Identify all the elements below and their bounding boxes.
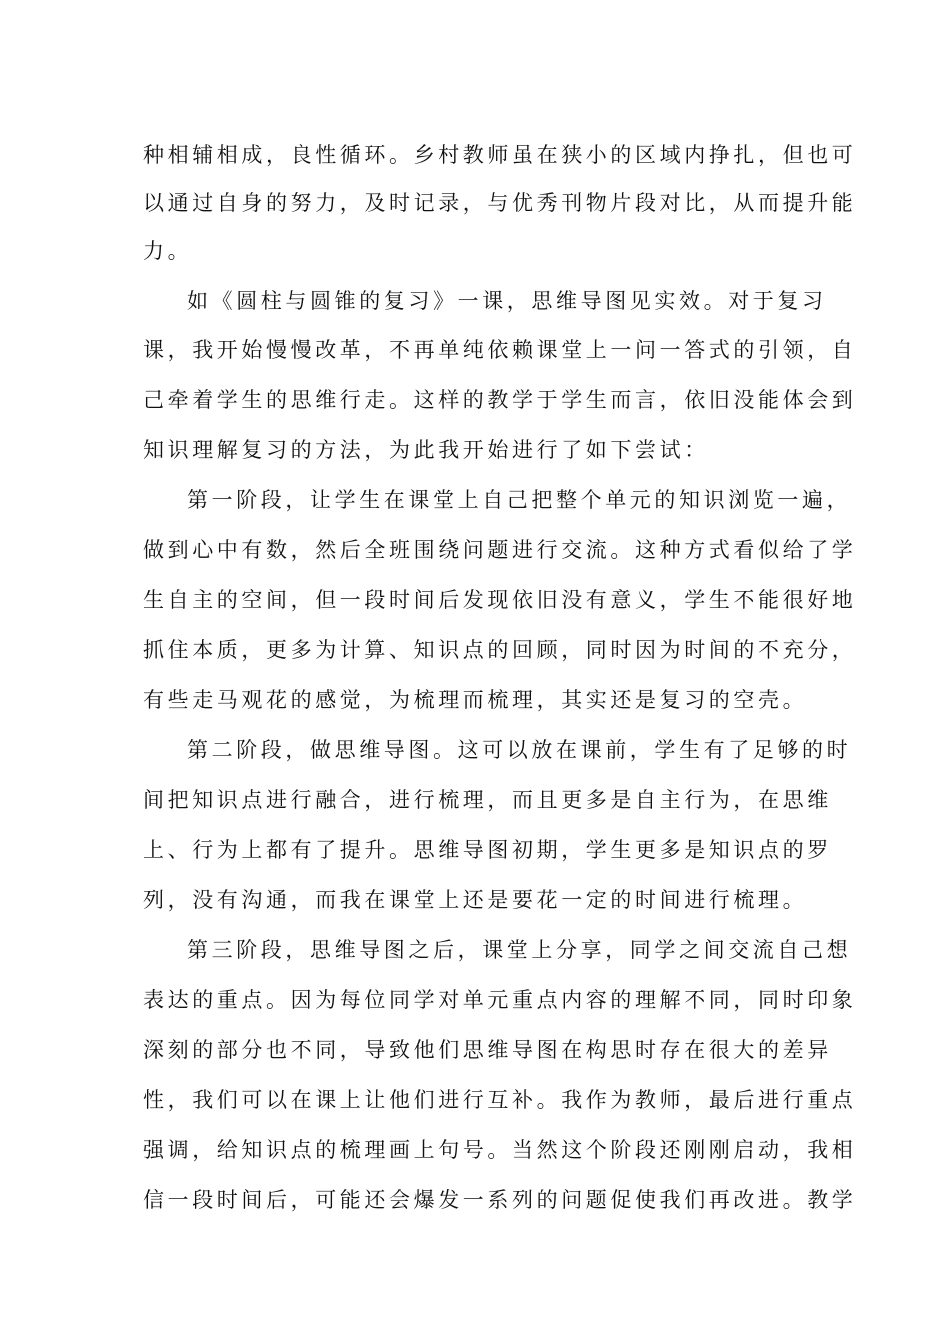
text-line: 列，没有沟通，而我在课堂上还是要花一定的时间进行梳理。 [143,888,808,912]
text-line: 力。 [143,239,193,263]
text-line: 深刻的部分也不同，导致他们思维导图在构思时存在很大的差异 [143,1038,832,1062]
text-line: 有些走马观花的感觉，为梳理而梳理，其实还是复习的空壳。 [143,688,808,712]
paragraph-first-line: 如《圆柱与圆锥的复习》一课，思维导图见实效。对于复习 [187,289,827,313]
text-line: 课，我开始慢慢改革，不再单纯依赖课堂上一问一答式的引领，自 [143,338,857,362]
text-line: 性，我们可以在课上让他们进行互补。我作为教师，最后进行重点 [143,1088,857,1112]
text-line: 信一段时间后，可能还会爆发一系列的问题促使我们再改进。教学 [143,1188,857,1212]
text-line: 间把知识点进行融合，进行梳理，而且更多是自主行为，在思维 [143,788,832,812]
paragraph-first-line: 第二阶段，做思维导图。这可以放在课前，学生有了足够的时 [187,738,852,762]
text-line: 做到心中有数，然后全班围绕问题进行交流。这种方式看似给了学 [143,538,857,562]
paragraph-first-line: 第一阶段，让学生在课堂上自己把整个单元的知识浏览一遍， [187,488,852,512]
text-line: 以通过自身的努力，及时记录，与优秀刊物片段对比，从而提升能 [143,191,857,215]
paragraph-first-line: 第三阶段，思维导图之后，课堂上分享，同学之间交流自己想 [187,938,852,962]
text-line: 表达的重点。因为每位同学对单元重点内容的理解不同，同时印象 [143,988,857,1012]
text-line: 生自主的空间，但一段时间后发现依旧没有意义，学生不能很好地 [143,588,857,612]
text-line: 抓住本质，更多为计算、知识点的回顾，同时因为时间的不充分， [143,638,857,662]
text-line: 种相辅相成，良性循环。乡村教师虽在狭小的区域内挣扎，但也可 [143,143,857,167]
text-line: 己牵着学生的思维行走。这样的教学于学生而言，依旧没能体会到 [143,388,857,412]
text-line: 强调，给知识点的梳理画上句号。当然这个阶段还刚刚启动，我相 [143,1138,857,1162]
text-line: 上、行为上都有了提升。思维导图初期，学生更多是知识点的罗 [143,838,832,862]
text-line: 知识理解复习的方法，为此我开始进行了如下尝试： [143,438,709,462]
